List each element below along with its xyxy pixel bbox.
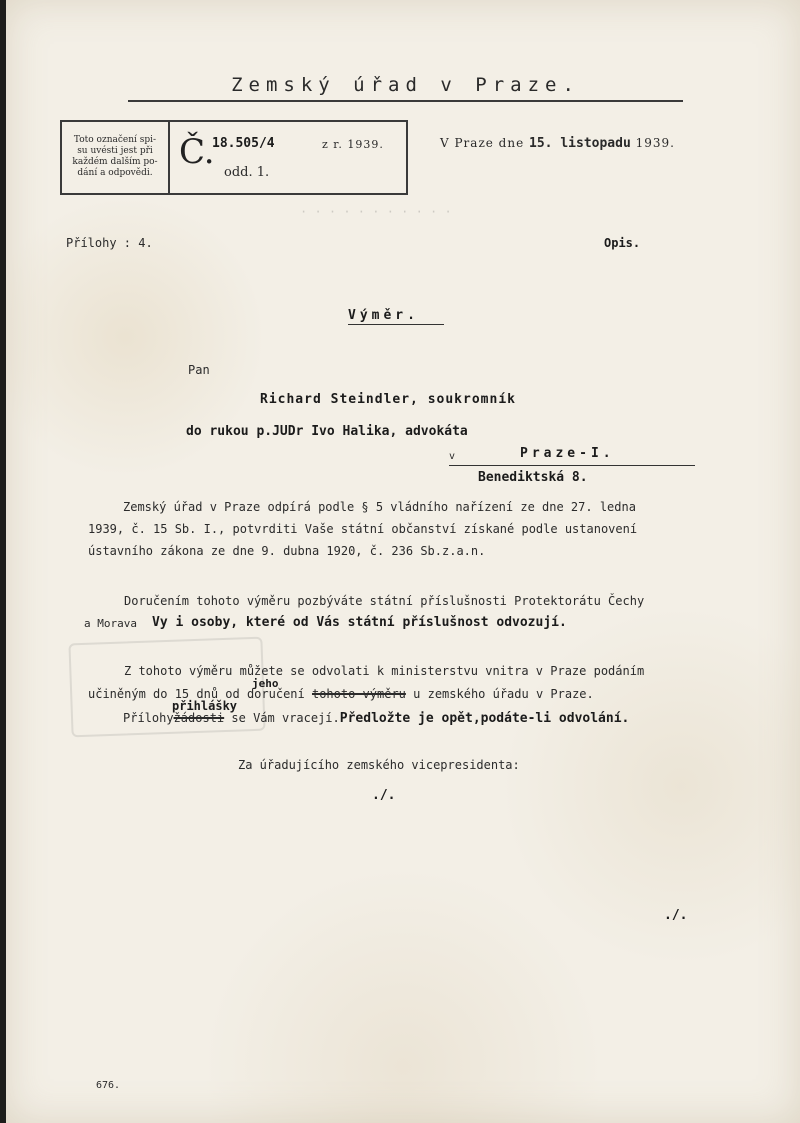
reference-department: odd. 1. — [224, 165, 270, 180]
addressee-city: Praze-I. — [520, 446, 615, 461]
body-paragraph-1-line: Zemský úřad v Praze odpírá podle § 5 vládního nařízení ze dne 27. ledna — [123, 500, 636, 514]
date-year: 1939. — [635, 136, 675, 150]
addressee-city-prefix: v — [449, 451, 456, 462]
reference-note-line: Toto označení spi- — [73, 135, 157, 145]
date-value: 15. listopadu — [529, 136, 631, 151]
addressee-street: Benediktská 8. — [478, 470, 588, 485]
p3-text-a: učiněným do 15 dnů od doručení — [88, 687, 305, 701]
body-paragraph-4-line — [123, 711, 629, 726]
date-line — [440, 136, 675, 151]
addressee-care-of: do rukou p.JUDr Ivo Halika, advokáta — [186, 424, 468, 439]
signature-placeholder: ./. — [372, 788, 396, 803]
attachments-label: Přílohy : 4. — [66, 236, 153, 250]
reference-number: 18.505/4 — [212, 136, 275, 151]
page-footer-number: 676. — [96, 1080, 121, 1091]
body-paragraph-2-bold: Vy i osoby, které od Vás státní příslušnost odvozují. — [152, 615, 567, 630]
p4-mid: se Vám vracejí. — [231, 711, 340, 725]
handwritten-insert-bottom: přihlášky — [172, 699, 238, 713]
reference-box — [60, 120, 408, 195]
closing-line: Za úřadujícího zemského vicepresidenta: — [238, 758, 520, 772]
handwritten-insert-top: jeho — [252, 677, 279, 690]
bleed-through-text: · · · · · · · · · · · — [300, 205, 452, 219]
addressee-salutation: Pan — [188, 363, 210, 377]
signature-placeholder-2: ./. — [664, 908, 688, 923]
p4-bold: Předložte je opět,podáte-li odvolání. — [339, 711, 630, 726]
p4-struck-text: žádosti — [173, 711, 225, 725]
body-paragraph-2-prefix: a Morava — [84, 617, 137, 630]
addressee-name: Richard Steindler, soukromník — [260, 392, 516, 407]
addressee-city-underline — [449, 465, 695, 466]
title-underline — [128, 100, 683, 102]
p3-struck-text: tohoto výměru — [311, 687, 406, 701]
office-title: Zemský úřad v Praze. — [231, 74, 580, 96]
reference-year: z r. 1939. — [322, 138, 384, 151]
date-prefix: V Praze dne — [440, 136, 525, 150]
reference-note — [62, 122, 170, 193]
body-paragraph-2-line: Doručením tohoto výměru pozbýváte státní příslušnosti Protektorátu Čechy — [124, 594, 645, 608]
body-paragraph-1-line: ústavního zákona ze dne 9. dubna 1920, č. 236 Sb.z.a.n. — [88, 544, 486, 558]
body-paragraph-3-line — [88, 687, 594, 701]
copy-label: Opis. — [604, 236, 641, 250]
document-title-underline — [348, 324, 444, 325]
document-title: Výměr. — [348, 308, 419, 323]
reference-note-line: každém dalším po- — [72, 157, 158, 167]
body-paragraph-3-line: Z tohoto výměru můžete se odvolati k ministerstvu vnitra v Praze podáním — [124, 664, 645, 678]
reference-note-line: dání a odpovědi. — [77, 168, 153, 178]
body-paragraph-1-line: 1939, č. 15 Sb. I., potvrditi Vaše státní občanství získané podle ustanovení — [88, 522, 638, 536]
p3-text-b: u zemského úřadu v Praze. — [413, 687, 594, 701]
reference-letter: Č. — [179, 132, 215, 172]
p4-prefix: Přílohy — [123, 711, 174, 725]
reference-note-line: su uvésti jest při — [77, 146, 153, 156]
